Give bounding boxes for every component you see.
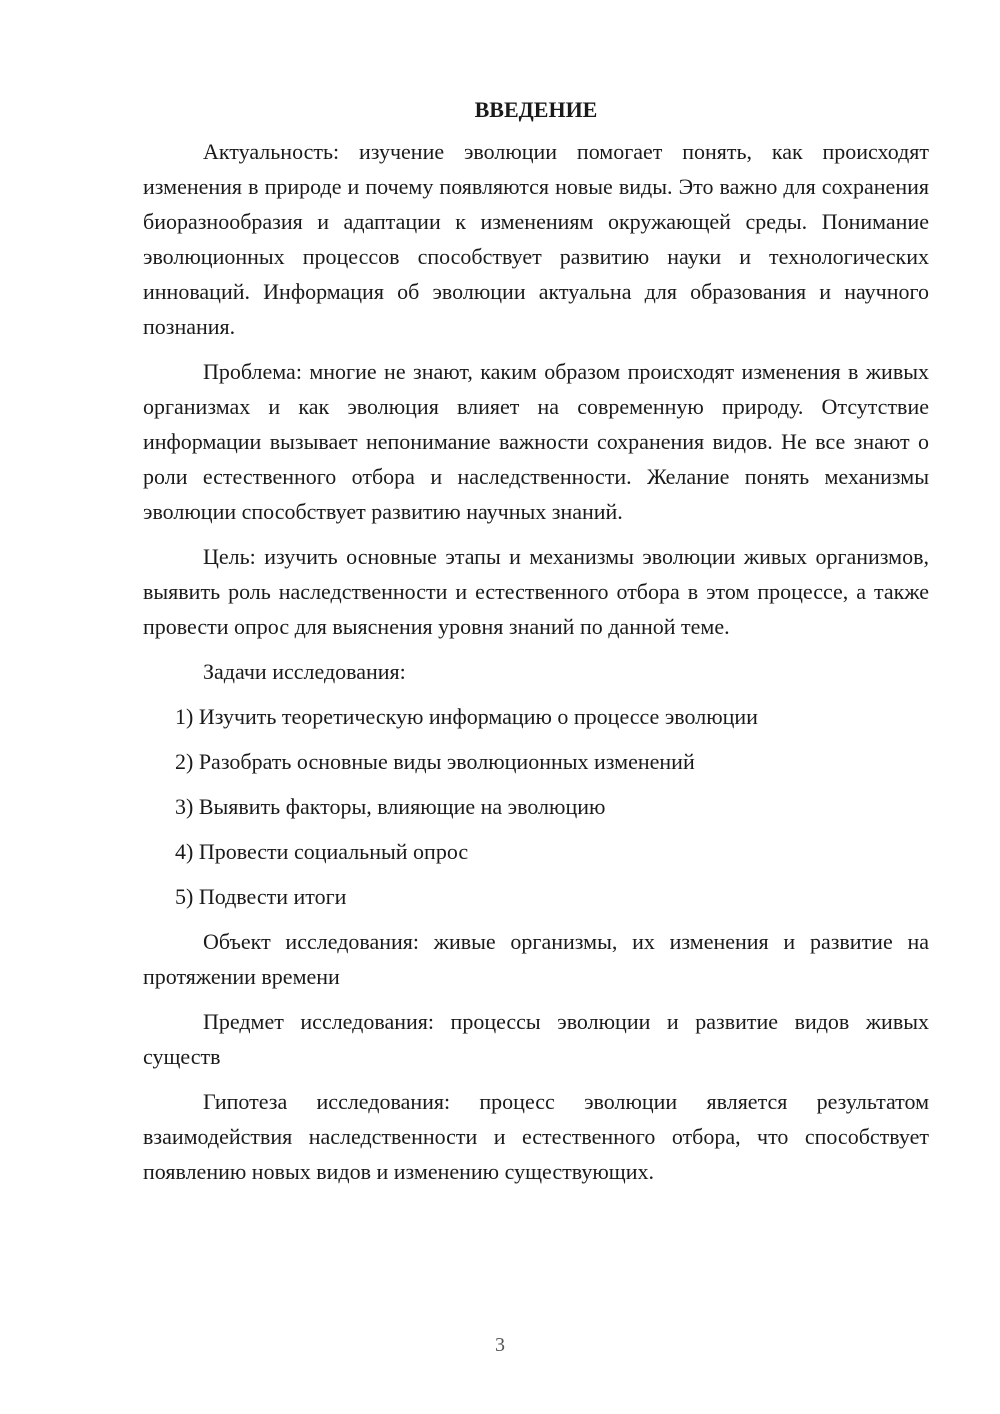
paragraph-hypothesis: Гипотеза исследования: процесс эволюции является результатом взаимодействия наследственности и естественного отбора, что способствует появлению новых видов и изменению существующих. xyxy=(143,1089,929,1184)
page-title: ВВЕДЕНИЕ xyxy=(474,97,598,122)
list-item: 3) Выявить факторы, влияющие на эволюцию xyxy=(175,794,606,819)
list-item: 2) Разобрать основные виды эволюционных изменений xyxy=(175,749,695,774)
page-number: 3 xyxy=(495,1334,505,1356)
paragraph-subject: Предмет исследования: процессы эволюции и развитие видов живых существ xyxy=(143,1009,929,1069)
paragraph-problem: Проблема: многие не знают, каким образом происходят изменения в живых организмах и как эволюция влияет на современную природу. Отсутствие информации вызывает непонимание важности сохранения видов. Не все знают о роли естественного отбора и наследственности. Желание понять механизмы эволюции способствует развитию научных знаний. xyxy=(143,359,929,524)
tasks-heading: Задачи исследования: xyxy=(203,659,406,684)
task-list xyxy=(143,699,929,914)
list-item: 1) Изучить теоретическую информацию о процессе эволюции xyxy=(175,704,758,729)
paragraph-relevance: Актуальность: изучение эволюции помогает понять, как происходят изменения в природе и почему появляются новые виды. Это важно для сохранения биоразнообразия и адаптации к изменениям окружающей среды. Понимание эволюционных процессов способствует развитию науки и технологических инноваций. Информация об эволюции актуальна для образования и научного познания. xyxy=(143,139,929,339)
list-item: 5) Подвести итоги xyxy=(175,884,347,909)
paragraph-goal: Цель: изучить основные этапы и механизмы эволюции живых организмов, выявить роль наследственности и естественного отбора в этом процессе, а также провести опрос для выяснения уровня знаний по данной теме. xyxy=(143,544,929,639)
page-content xyxy=(143,96,929,1199)
paragraph-object: Объект исследования: живые организмы, их изменения и развитие на протяжении времени xyxy=(143,929,929,989)
list-item: 4) Провести социальный опрос xyxy=(175,839,469,864)
